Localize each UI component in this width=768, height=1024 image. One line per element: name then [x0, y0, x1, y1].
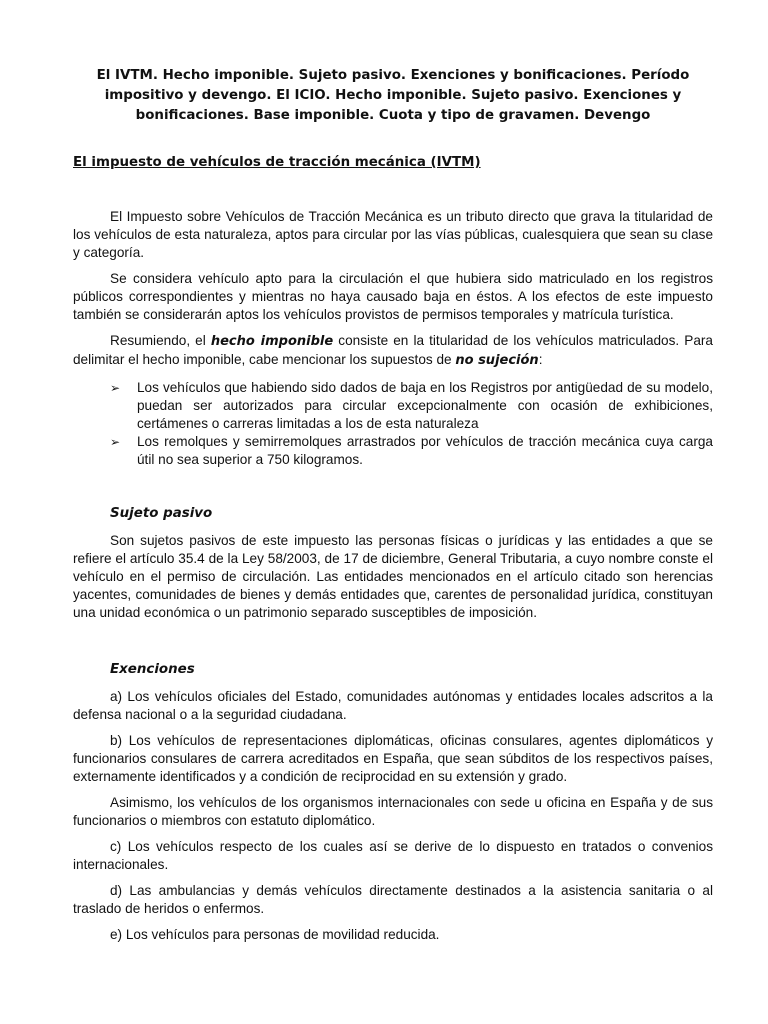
list-item-text: Los remolques y semirremolques arrastrados por vehículos de tracción mecánica cuya carga útil no sea superior a 750 kilogramos.	[137, 434, 713, 467]
section-heading: El impuesto de vehículos de tracción mecánica (IVTM)	[73, 155, 481, 170]
list-item-text: Los vehículos que habiendo sido dados de baja en los Registros por antigüedad de su modelo, puedan ser autorizados para circular excepcionalmente con ocasión de exhibiciones, certámenes o carreras limitadas a los de esta naturaleza	[137, 380, 713, 431]
arrow-bullet-icon: ➢	[110, 381, 121, 395]
intro-paragraph-3-text-a: Resumiendo, el	[110, 333, 211, 348]
page-title: El IVTM. Hecho imponible. Sujeto pasivo. Exenciones y bonificaciones. Período impositivo y devengo. El ICIO. Hecho imponible. Sujeto pasivo. Exenciones y bonificaciones. Base imponible. Cuota y tipo de gravamen. Devengo	[96, 68, 690, 123]
exencion-item: b) Los vehículos de representaciones diplomáticas, oficinas consulares, agentes diplomáticos y funcionarios consulares de carrera acreditados en España, que sean súbditos de los respectivos países, externamente identificados y a condición de reciprocidad en su extensión y grado.	[73, 733, 713, 784]
intro-paragraph-2: Se considera vehículo apto para la circulación el que hubiera sido matriculado en los registros públicos correspondientes y mientras no haya causado baja en éstos. A los efectos de este impuesto también se considerarán aptos los vehículos provistos de permisos temporales y matrícula turística.	[73, 271, 713, 322]
subheading-exenciones: Exenciones	[110, 662, 195, 677]
sujeto-pasivo-paragraph: Son sujetos pasivos de este impuesto las personas físicas o jurídicas y las entidades a que se refiere el artículo 35.4 de la Ley 58/2003, de 17 de diciembre, General Tributaria, a cuyo nombre conste el vehículo en el permiso de circulación. Las entidades mencionados en el artículo citado son herencias yacentes, comunidades de bienes y demás entidades que, carentes de personalidad jurídica, constituyan una unidad económica o un patrimonio separado susceptibles de imposición.	[73, 533, 713, 620]
arrow-bullet-icon: ➢	[110, 435, 121, 449]
exencion-item: e) Los vehículos para personas de movilidad reducida.	[110, 927, 440, 942]
intro-paragraph-1: El Impuesto sobre Vehículos de Tracción Mecánica es un tributo directo que grava la titularidad de los vehículos de esta naturaleza, aptos para circular por las vías públicas, cualesquiera que sean su clase y categoría.	[73, 209, 713, 260]
list-item	[73, 433, 713, 469]
emphasis-no-sujecion: no sujeción	[455, 353, 539, 368]
intro-paragraph-3-text-b: consiste en la titularidad de los vehículos matriculados. Para delimitar el hecho imponible, cabe mencionar los supuestos de	[73, 333, 713, 367]
subheading-sujeto-pasivo: Sujeto pasivo	[110, 506, 213, 521]
intro-paragraph-3-text-c: :	[538, 352, 543, 367]
exencion-item: Asimismo, los vehículos de los organismos internacionales con sede u oficina en España y de sus funcionarios o miembros con estatuto diplomático.	[73, 795, 713, 828]
emphasis-hecho-imponible: hecho imponible	[210, 334, 334, 349]
exencion-item: c) Los vehículos respecto de los cuales así se derive de lo dispuesto en tratados o convenios internacionales.	[73, 839, 713, 872]
intro-paragraph-3	[73, 332, 713, 370]
list-item	[73, 379, 713, 433]
exencion-item: a) Los vehículos oficiales del Estado, comunidades autónomas y entidades locales adscritos a la defensa nacional o a la seguridad ciudadana.	[73, 689, 713, 722]
no-sujecion-list	[73, 379, 713, 469]
exencion-item: d) Las ambulancias y demás vehículos directamente destinados a la asistencia sanitaria o al traslado de heridos o enfermos.	[73, 883, 713, 916]
